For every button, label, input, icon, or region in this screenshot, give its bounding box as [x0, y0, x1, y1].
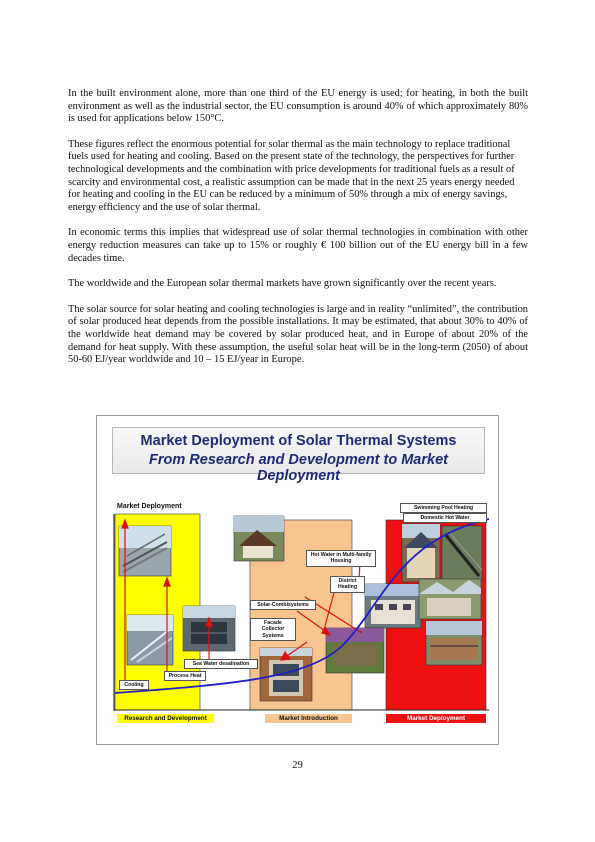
figure-graphics: [97, 416, 500, 746]
phase-market-deployment: Market Deployment: [386, 714, 486, 723]
y-axis-label: Market Deployment: [117, 503, 182, 510]
figure-subtitle: From Research and Development to Market Deployment: [149, 452, 448, 484]
label-cooling: Cooling: [119, 680, 149, 690]
label-swimming-pool: Swimming Pool Heating: [400, 503, 487, 513]
photo-mountain-houses: [419, 579, 481, 619]
page-number: 29: [292, 760, 303, 771]
photo-solar-cooling: [119, 526, 171, 576]
label-process-heat: Process Heat: [164, 671, 206, 681]
phase-research-development: Research and Development: [117, 714, 214, 723]
body-text: [68, 88, 528, 380]
label-domestic-hot-water: Domestic Hot Water: [403, 513, 487, 523]
photo-process-heat: [127, 615, 173, 665]
label-facade: Facade Collector Systems: [250, 618, 296, 641]
paragraph-1: In the built environment alone, more than one third of the EU energy is used; for heating, in both the built environment as well as the industrial sector, the EU consumption is around 40% of which approximately 80% is used for applications below 150°C.: [68, 88, 528, 125]
label-sea-water: Sea Water desalination: [184, 659, 258, 669]
label-hot-water-multi: Hot Water in Multi-family Housing: [306, 550, 376, 567]
paragraph-5: The solar source for solar heating and cooling technologies is large and in reality “unlimited”, the contribution of solar produced heat depends from the possible installations. It may be estimated, that about 30% to 40% of the worldwide heat demand may be covered by solar produced heat, and in Europe of about 20% of the demand for heat supply. With these assumption, the useful solar heat will be in the long-term (2050) of about 50-60 EJ/year worldwide and 10 – 15 EJ/year in Europe.: [68, 303, 528, 366]
photo-row-houses: [426, 621, 482, 665]
paragraph-3: In economic terms this implies that widespread use of solar thermal technologies in combination with other energy reduction measures can take up to 15% or roughly € 100 billion out of the EU energy bill in a few decades time.: [68, 227, 528, 264]
paragraph-2: These figures reflect the enormous potential for solar thermal as the main technology to replace traditional fuels used for heating and cooling. Based on the present state of the technology, the perspectives for further technological developments and the combination with price developments for traditional fuels as a result of scarcity and environmental cost, a realistic assumption can be made that in the next 25 years energy needed for heating and cooling in the EU can be reduced by a minimum of 50% through a mix of energy savings, energy efficiency and the use of solar thermal.: [68, 138, 515, 213]
photo-district-heating: [326, 628, 384, 673]
market-deployment-figure: [96, 415, 499, 745]
phase-market-introduction: Market Introduction: [265, 714, 352, 723]
label-district: District Heating: [330, 576, 365, 593]
paragraph-4: The worldwide and the European solar thermal markets have grown significantly over the recent years.: [68, 278, 497, 290]
figure-title: Market Deployment of Solar Thermal Systems: [140, 433, 457, 449]
photo-house-intro: [234, 516, 284, 561]
photo-domestic-house: [402, 524, 440, 582]
label-combisystems: Solar-Combisystems: [250, 600, 316, 610]
